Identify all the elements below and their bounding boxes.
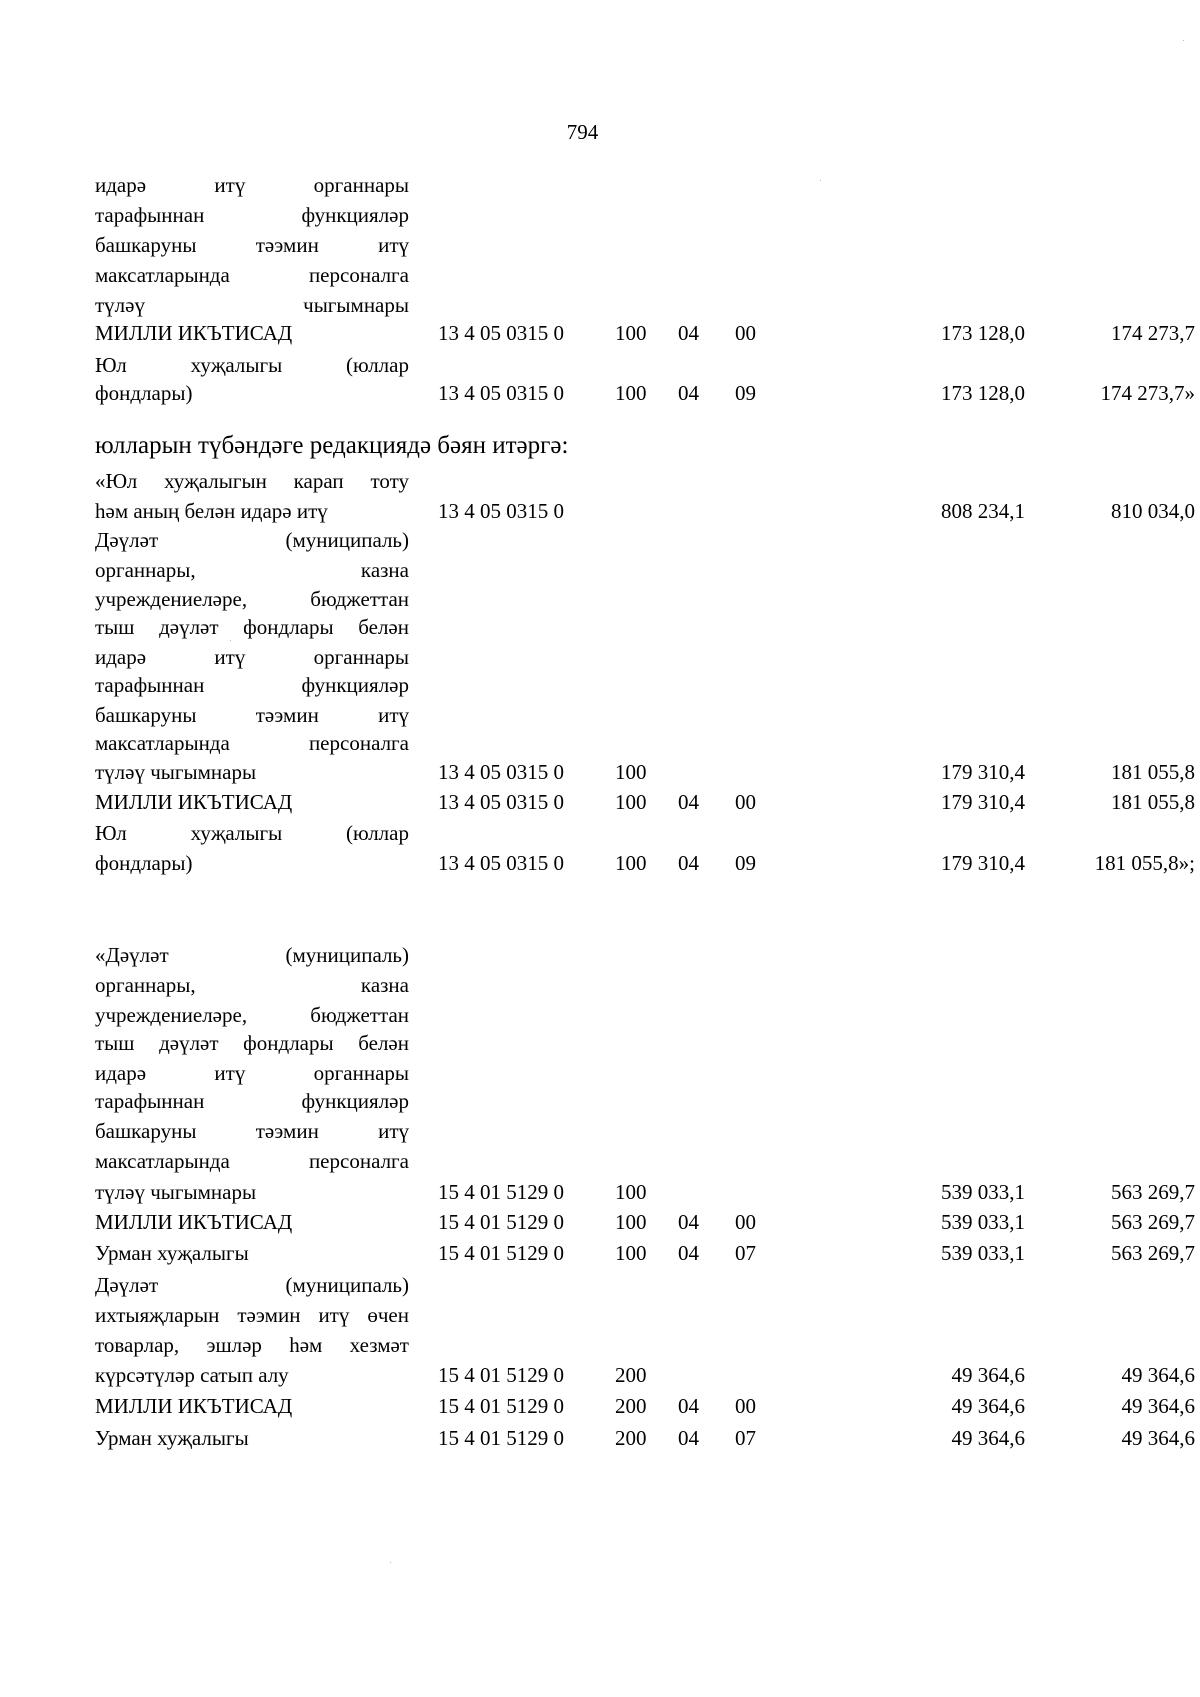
amount-year-1: 173 128,0 (941, 321, 1025, 345)
target-article-code: 13 4 05 0315 0 (438, 321, 564, 345)
amount-year-2: 174 273,7» (1100, 381, 1195, 405)
table-row (95, 642, 1105, 673)
page-number: 794 (566, 120, 599, 144)
table-row (95, 818, 1105, 849)
row-name: тыш дәүләт фондлары белән (95, 1031, 409, 1055)
row-name: түләү чыгымнары (95, 760, 257, 784)
row-name: МИЛЛИ ИКЪТИСАД (95, 1210, 293, 1234)
row-name: башкаруны тәэмин итү (95, 703, 409, 727)
amount-year-1: 179 310,4 (941, 851, 1025, 875)
subsection-code: 00 (735, 321, 756, 345)
amount-year-1: 173 128,0 (941, 381, 1025, 405)
row-name: күрсәтүләр сатып алу (95, 1363, 289, 1387)
table-row (95, 1207, 1195, 1238)
row-name: Юл хуҗалыгы (юллар (95, 821, 409, 845)
amount-year-1: 179 310,4 (941, 760, 1025, 784)
instruction-text: юлларын түбәндәге редакциядә бәян итәргә: (95, 432, 569, 459)
subsection-code: 07 (735, 1241, 756, 1265)
row-name: түләү чыгымнары (95, 293, 409, 317)
subsection-code: 00 (735, 790, 756, 814)
target-article-code: 13 4 05 0315 0 (438, 851, 564, 875)
amount-year-2: 49 364,6 (1121, 1363, 1195, 1387)
table-row (95, 848, 1195, 879)
table-row (95, 1177, 1195, 1208)
row-name: МИЛЛИ ИКЪТИСАД (95, 321, 293, 345)
section-code: 04 (678, 1426, 699, 1450)
table-row (95, 670, 1105, 701)
table-row (95, 200, 1105, 231)
expense-type-code: 100 (615, 1210, 647, 1234)
table-row (95, 466, 1105, 497)
amount-year-2: 181 055,8 (1111, 760, 1195, 784)
table-row (95, 787, 1195, 818)
subsection-code: 00 (735, 1210, 756, 1234)
row-name: Дәүләт (муниципаль) (95, 1273, 409, 1297)
row-name: түләү чыгымнары (95, 1180, 257, 1204)
row-name: фондлары) (95, 851, 193, 875)
table-row (95, 1330, 1105, 1361)
section-code: 04 (678, 1394, 699, 1418)
table-row (95, 350, 1105, 381)
amount-year-1: 49 364,6 (951, 1394, 1025, 1418)
table-row (95, 1000, 1105, 1031)
row-name: максатларында персоналга (95, 263, 409, 287)
expense-type-code: 100 (615, 321, 647, 345)
amount-year-1: 179 310,4 (941, 790, 1025, 814)
table-row (95, 1116, 1105, 1147)
table-row (95, 728, 1105, 759)
section-code: 04 (678, 790, 699, 814)
expense-type-code: 100 (615, 851, 647, 875)
scan-speck (390, 1562, 391, 1563)
row-name: товарлар, эшләр һәм хезмәт (95, 1333, 409, 1357)
expense-type-code: 100 (615, 1241, 647, 1265)
row-name: «Дәүләт (муниципаль) (95, 943, 409, 967)
table-row (95, 230, 1105, 261)
row-name: тарафыннан функцияләр (95, 1089, 409, 1113)
row-name: «Юл хуҗалыгын карап тоту (95, 469, 409, 493)
target-article-code: 13 4 05 0315 0 (438, 790, 564, 814)
expense-type-code: 100 (615, 760, 647, 784)
row-name: идарә итү органнары (95, 173, 409, 197)
section-code: 04 (678, 321, 699, 345)
table-row (95, 555, 1105, 586)
scan-speck (1183, 40, 1184, 41)
subsection-code: 00 (735, 1394, 756, 1418)
amount-year-2: 563 269,7 (1111, 1210, 1195, 1234)
row-name: башкаруны тәэмин итү (95, 1119, 409, 1143)
amount-year-2: 563 269,7 (1111, 1241, 1195, 1265)
table-row (95, 1058, 1105, 1089)
amount-year-2: 181 055,8 (1111, 790, 1195, 814)
table-row (95, 1300, 1105, 1331)
amount-year-2: 174 273,7 (1111, 321, 1195, 345)
row-name: тарафыннан функцияләр (95, 673, 409, 697)
row-name: учреждениеләре, бюджеттан (95, 587, 409, 611)
table-row (95, 757, 1195, 788)
table-row (95, 1360, 1195, 1391)
target-article-code: 15 4 01 5129 0 (438, 1210, 564, 1234)
row-name: Урман хуҗалыгы (95, 1241, 249, 1265)
amount-year-1: 49 364,6 (951, 1426, 1025, 1450)
row-name: МИЛЛИ ИКЪТИСАД (95, 790, 293, 814)
subsection-code: 09 (735, 381, 756, 405)
subsection-code: 09 (735, 851, 756, 875)
section-code: 04 (678, 1210, 699, 1234)
section-code: 04 (678, 1241, 699, 1265)
amount-year-1: 539 033,1 (941, 1241, 1025, 1265)
amount-year-2: 49 364,6 (1121, 1394, 1195, 1418)
row-name: тарафыннан функцияләр (95, 203, 409, 227)
expense-type-code: 100 (615, 381, 647, 405)
expense-type-code: 100 (615, 1180, 647, 1204)
expense-type-code: 200 (615, 1426, 647, 1450)
target-article-code: 15 4 01 5129 0 (438, 1180, 564, 1204)
table-row (95, 1270, 1105, 1301)
row-name: МИЛЛИ ИКЪТИСАД (95, 1394, 293, 1418)
table-row (95, 1391, 1195, 1422)
table-row (95, 378, 1195, 409)
table-row (95, 496, 1195, 527)
amount-year-1: 539 033,1 (941, 1180, 1025, 1204)
row-name: максатларында персоналга (95, 1149, 409, 1173)
table-row (95, 970, 1105, 1001)
table-row (95, 612, 1105, 643)
target-article-code: 13 4 05 0315 0 (438, 381, 564, 405)
expense-type-code: 200 (615, 1363, 647, 1387)
target-article-code: 15 4 01 5129 0 (438, 1426, 564, 1450)
row-name: ихтыяҗларын тәэмин итү өчен (95, 1303, 409, 1327)
row-name: Юл хуҗалыгы (юллар (95, 353, 409, 377)
row-name: Дәүләт (муниципаль) (95, 528, 409, 552)
table-row (95, 170, 1105, 201)
amount-year-2: 810 034,0 (1111, 499, 1195, 523)
row-name: башкаруны тәэмин итү (95, 233, 409, 257)
table-row (95, 1086, 1105, 1117)
target-article-code: 15 4 01 5129 0 (438, 1394, 564, 1418)
table-row (95, 318, 1195, 349)
row-name: тыш дәүләт фондлары белән (95, 615, 409, 639)
row-name: идарә итү органнары (95, 1061, 409, 1085)
row-name: органнары, казна (95, 558, 409, 582)
amount-year-2: 563 269,7 (1111, 1180, 1195, 1204)
expense-type-code: 200 (615, 1394, 647, 1418)
table-row (95, 525, 1105, 556)
amount-year-2: 49 364,6 (1121, 1426, 1195, 1450)
section-code: 04 (678, 851, 699, 875)
amount-year-1: 539 033,1 (941, 1210, 1025, 1234)
target-article-code: 13 4 05 0315 0 (438, 760, 564, 784)
table-row (95, 290, 1105, 321)
row-name: һәм аның белән идарә итү (95, 499, 328, 523)
row-name: Урман хуҗалыгы (95, 1426, 249, 1450)
table-row (95, 1146, 1105, 1177)
table-row (95, 1028, 1105, 1059)
table-row (95, 1423, 1195, 1454)
scan-speck (820, 180, 821, 181)
row-name: максатларында персоналга (95, 731, 409, 755)
scan-speck (230, 640, 231, 641)
table-row (95, 260, 1105, 291)
target-article-code: 13 4 05 0315 0 (438, 499, 564, 523)
table-row (95, 940, 1105, 971)
target-article-code: 15 4 01 5129 0 (438, 1241, 564, 1265)
table-row (95, 700, 1105, 731)
row-name: органнары, казна (95, 973, 409, 997)
expense-type-code: 100 (615, 790, 647, 814)
table-row (95, 1238, 1195, 1269)
subsection-code: 07 (735, 1426, 756, 1450)
target-article-code: 15 4 01 5129 0 (438, 1363, 564, 1387)
section-code: 04 (678, 381, 699, 405)
row-name: фондлары) (95, 381, 193, 405)
table-row (95, 584, 1105, 615)
amount-year-2: 181 055,8»; (1094, 851, 1195, 875)
row-name: идарә итү органнары (95, 645, 409, 669)
amount-year-1: 808 234,1 (941, 499, 1025, 523)
row-name: учреждениеләре, бюджеттан (95, 1003, 409, 1027)
amount-year-1: 49 364,6 (951, 1363, 1025, 1387)
